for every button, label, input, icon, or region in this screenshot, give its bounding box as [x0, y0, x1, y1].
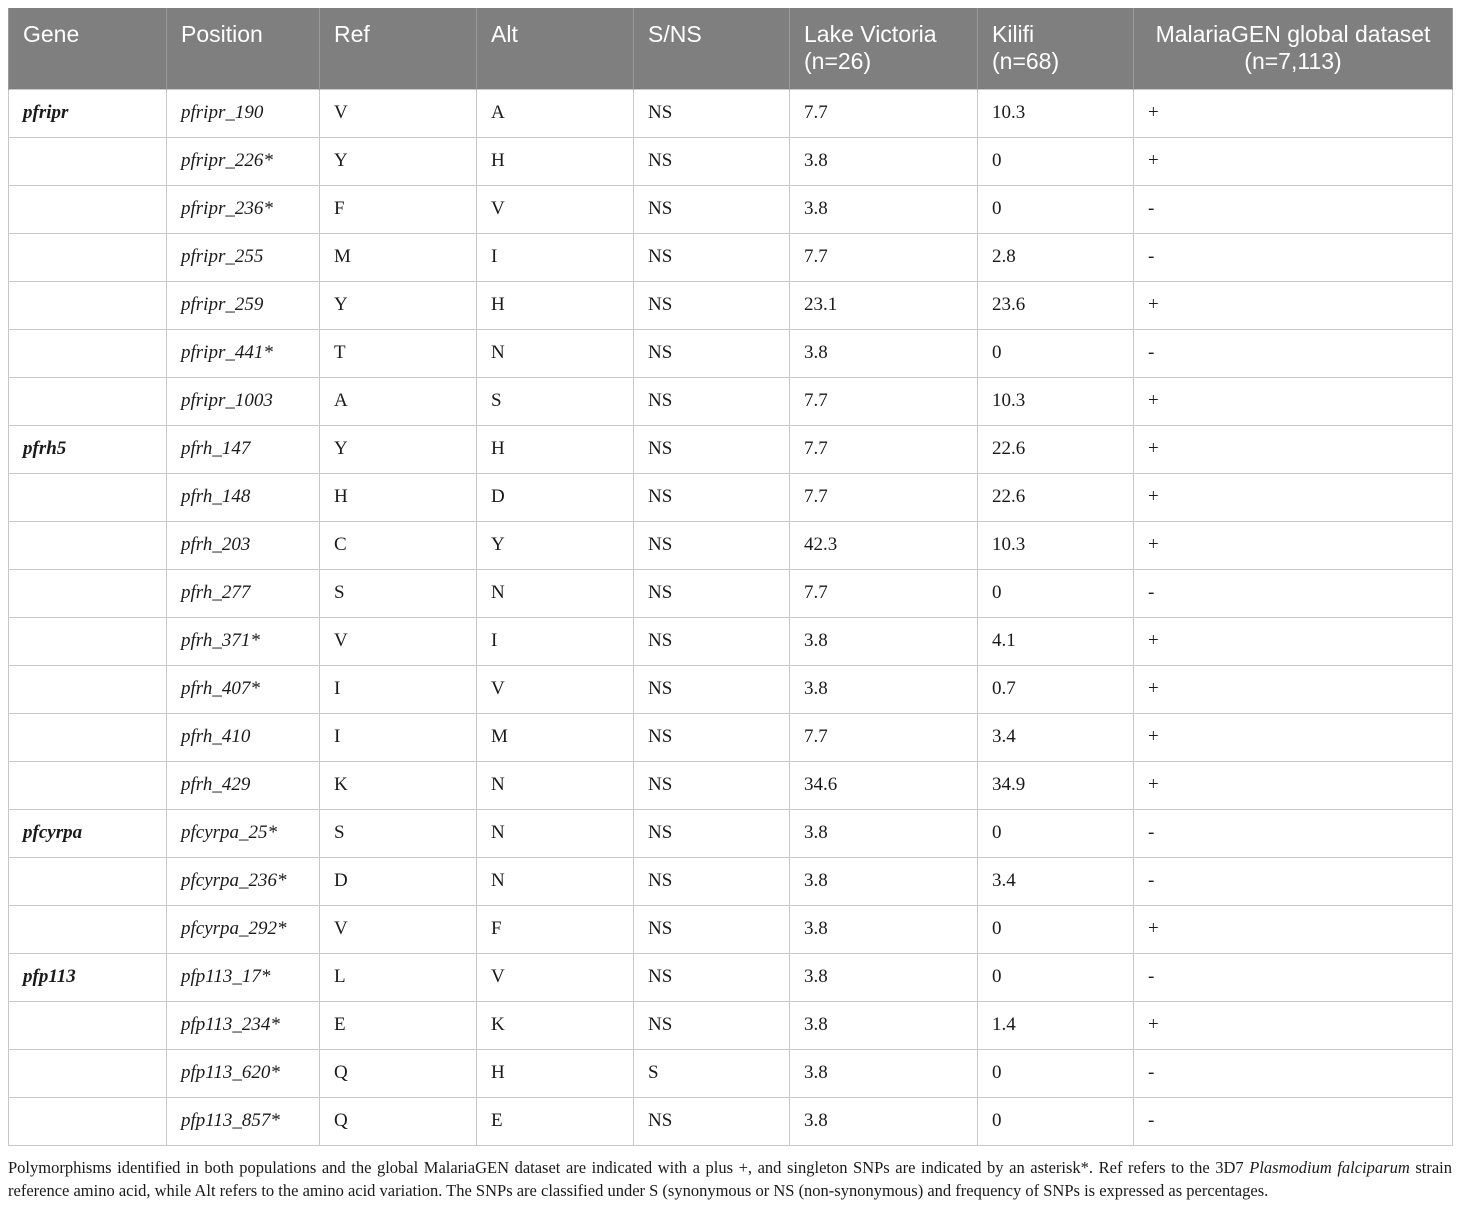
gene-cell: [9, 761, 167, 809]
gene-cell: [9, 713, 167, 761]
table-row: [9, 857, 1453, 905]
position-cell: pfripr_255: [167, 233, 320, 281]
position-cell: pfp113_17*: [167, 953, 320, 1001]
alt-cell: N: [477, 761, 634, 809]
position-cell: pfripr_259: [167, 281, 320, 329]
malariagen-cell: +: [1134, 89, 1453, 137]
lake-victoria-cell: 3.8: [790, 953, 978, 1001]
sns-cell: NS: [634, 473, 790, 521]
ref-cell: L: [320, 953, 477, 1001]
table-row: [9, 1049, 1453, 1097]
malariagen-cell: +: [1134, 473, 1453, 521]
malariagen-cell: -: [1134, 1049, 1453, 1097]
gene-cell: [9, 329, 167, 377]
gene-cell: pfcyrpa: [9, 809, 167, 857]
alt-cell: F: [477, 905, 634, 953]
alt-cell: N: [477, 857, 634, 905]
column-header-label: Position: [181, 21, 263, 47]
column-header: [1134, 8, 1453, 89]
sns-cell: NS: [634, 665, 790, 713]
kilifi-cell: 0: [978, 809, 1134, 857]
ref-cell: V: [320, 617, 477, 665]
position-cell: pfrh_148: [167, 473, 320, 521]
alt-cell: I: [477, 617, 634, 665]
sns-cell: NS: [634, 809, 790, 857]
ref-cell: Y: [320, 281, 477, 329]
kilifi-cell: 4.1: [978, 617, 1134, 665]
sns-cell: NS: [634, 233, 790, 281]
malariagen-cell: -: [1134, 233, 1453, 281]
malariagen-cell: +: [1134, 617, 1453, 665]
lake-victoria-cell: 3.8: [790, 617, 978, 665]
sns-cell: NS: [634, 521, 790, 569]
gene-cell: [9, 377, 167, 425]
sns-cell: NS: [634, 89, 790, 137]
alt-cell: H: [477, 1049, 634, 1097]
lake-victoria-cell: 34.6: [790, 761, 978, 809]
kilifi-cell: 10.3: [978, 521, 1134, 569]
kilifi-cell: 10.3: [978, 89, 1134, 137]
header-row: [9, 8, 1453, 89]
table-row: [9, 569, 1453, 617]
position-cell: pfrh_147: [167, 425, 320, 473]
lake-victoria-cell: 23.1: [790, 281, 978, 329]
ref-cell: T: [320, 329, 477, 377]
kilifi-cell: 0: [978, 905, 1134, 953]
table-footnote: [8, 1156, 1452, 1202]
position-cell: pfripr_441*: [167, 329, 320, 377]
column-header: [634, 8, 790, 89]
gene-cell: [9, 857, 167, 905]
column-header-sample-size: (n=26): [804, 48, 872, 74]
alt-cell: N: [477, 569, 634, 617]
gene-cell: pfrh5: [9, 425, 167, 473]
sns-cell: NS: [634, 137, 790, 185]
gene-cell: [9, 569, 167, 617]
gene-cell: [9, 137, 167, 185]
sns-cell: NS: [634, 905, 790, 953]
kilifi-cell: 0: [978, 953, 1134, 1001]
position-cell: pfrh_203: [167, 521, 320, 569]
sns-cell: NS: [634, 857, 790, 905]
alt-cell: N: [477, 809, 634, 857]
gene-cell: [9, 1049, 167, 1097]
column-header-sample-size: (n=68): [992, 48, 1060, 74]
table-row: [9, 329, 1453, 377]
table-body: [9, 89, 1453, 1145]
alt-cell: H: [477, 425, 634, 473]
malariagen-cell: +: [1134, 425, 1453, 473]
malariagen-cell: +: [1134, 521, 1453, 569]
kilifi-cell: 0: [978, 185, 1134, 233]
column-header: [167, 8, 320, 89]
position-cell: pfp113_234*: [167, 1001, 320, 1049]
lake-victoria-cell: 3.8: [790, 185, 978, 233]
table-row: [9, 809, 1453, 857]
table-row: [9, 425, 1453, 473]
column-header: [9, 8, 167, 89]
kilifi-cell: 1.4: [978, 1001, 1134, 1049]
sns-cell: NS: [634, 1001, 790, 1049]
sns-cell: S: [634, 1049, 790, 1097]
position-cell: pfrh_371*: [167, 617, 320, 665]
table-row: [9, 1001, 1453, 1049]
alt-cell: A: [477, 89, 634, 137]
ref-cell: C: [320, 521, 477, 569]
alt-cell: K: [477, 1001, 634, 1049]
kilifi-cell: 0.7: [978, 665, 1134, 713]
malariagen-cell: -: [1134, 953, 1453, 1001]
kilifi-cell: 34.9: [978, 761, 1134, 809]
malariagen-cell: +: [1134, 713, 1453, 761]
position-cell: pfrh_410: [167, 713, 320, 761]
gene-cell: [9, 233, 167, 281]
table-row: [9, 761, 1453, 809]
column-header-label: Alt: [491, 21, 518, 47]
ref-cell: K: [320, 761, 477, 809]
position-cell: pfp113_857*: [167, 1097, 320, 1145]
kilifi-cell: 0: [978, 1049, 1134, 1097]
position-cell: pfripr_236*: [167, 185, 320, 233]
malariagen-cell: +: [1134, 137, 1453, 185]
alt-cell: D: [477, 473, 634, 521]
position-cell: pfcyrpa_236*: [167, 857, 320, 905]
sns-cell: NS: [634, 377, 790, 425]
lake-victoria-cell: 7.7: [790, 377, 978, 425]
alt-cell: H: [477, 137, 634, 185]
table-row: [9, 473, 1453, 521]
table-row: [9, 281, 1453, 329]
lake-victoria-cell: 7.7: [790, 89, 978, 137]
lake-victoria-cell: 7.7: [790, 233, 978, 281]
position-cell: pfripr_1003: [167, 377, 320, 425]
sns-cell: NS: [634, 1097, 790, 1145]
table-row: [9, 233, 1453, 281]
position-cell: pfripr_190: [167, 89, 320, 137]
kilifi-cell: 3.4: [978, 857, 1134, 905]
ref-cell: E: [320, 1001, 477, 1049]
table-row: [9, 89, 1453, 137]
table-row: [9, 617, 1453, 665]
alt-cell: Y: [477, 521, 634, 569]
snp-table: [8, 8, 1453, 1146]
table-row: [9, 185, 1453, 233]
gene-cell: [9, 617, 167, 665]
footnote-text-2: strain reference amino acid, while Alt refers to the amino acid variation. The SNPs are classified under S (synonymous or NS (non-synonymous) and frequency of SNPs is expressed as percentages.: [8, 1158, 1452, 1200]
lake-victoria-cell: 3.8: [790, 1097, 978, 1145]
malariagen-cell: -: [1134, 329, 1453, 377]
lake-victoria-cell: 3.8: [790, 665, 978, 713]
malariagen-cell: -: [1134, 1097, 1453, 1145]
sns-cell: NS: [634, 761, 790, 809]
ref-cell: Q: [320, 1049, 477, 1097]
lake-victoria-cell: 3.8: [790, 137, 978, 185]
position-cell: pfcyrpa_292*: [167, 905, 320, 953]
sns-cell: NS: [634, 569, 790, 617]
kilifi-cell: 0: [978, 569, 1134, 617]
ref-cell: Q: [320, 1097, 477, 1145]
sns-cell: NS: [634, 713, 790, 761]
column-header-sample-size: (n=7,113): [1244, 48, 1342, 74]
alt-cell: E: [477, 1097, 634, 1145]
malariagen-cell: +: [1134, 281, 1453, 329]
malariagen-cell: +: [1134, 1001, 1453, 1049]
lake-victoria-cell: 3.8: [790, 905, 978, 953]
table-row: [9, 905, 1453, 953]
sns-cell: NS: [634, 329, 790, 377]
position-cell: pfrh_277: [167, 569, 320, 617]
ref-cell: I: [320, 713, 477, 761]
column-header-label: Kilifi: [992, 21, 1035, 47]
lake-victoria-cell: 7.7: [790, 713, 978, 761]
sns-cell: NS: [634, 617, 790, 665]
ref-cell: Y: [320, 137, 477, 185]
table-row: [9, 665, 1453, 713]
ref-cell: A: [320, 377, 477, 425]
alt-cell: V: [477, 665, 634, 713]
alt-cell: I: [477, 233, 634, 281]
position-cell: pfrh_429: [167, 761, 320, 809]
gene-cell: [9, 185, 167, 233]
position-cell: pfcyrpa_25*: [167, 809, 320, 857]
column-header-label: Gene: [23, 21, 80, 47]
lake-victoria-cell: 3.8: [790, 1049, 978, 1097]
sns-cell: NS: [634, 425, 790, 473]
lake-victoria-cell: 3.8: [790, 1001, 978, 1049]
gene-cell: [9, 521, 167, 569]
gene-cell: [9, 1097, 167, 1145]
lake-victoria-cell: 7.7: [790, 473, 978, 521]
lake-victoria-cell: 3.8: [790, 329, 978, 377]
position-cell: pfp113_620*: [167, 1049, 320, 1097]
alt-cell: V: [477, 953, 634, 1001]
ref-cell: M: [320, 233, 477, 281]
table-row: [9, 953, 1453, 1001]
malariagen-cell: -: [1134, 809, 1453, 857]
kilifi-cell: 22.6: [978, 425, 1134, 473]
gene-cell: [9, 905, 167, 953]
table-row: [9, 377, 1453, 425]
alt-cell: V: [477, 185, 634, 233]
footnote-species-name: Plasmodium falciparum: [1249, 1158, 1410, 1177]
ref-cell: Y: [320, 425, 477, 473]
ref-cell: V: [320, 905, 477, 953]
malariagen-cell: -: [1134, 569, 1453, 617]
malariagen-cell: +: [1134, 665, 1453, 713]
ref-cell: S: [320, 809, 477, 857]
table-row: [9, 521, 1453, 569]
ref-cell: D: [320, 857, 477, 905]
malariagen-cell: +: [1134, 761, 1453, 809]
sns-cell: NS: [634, 953, 790, 1001]
malariagen-cell: -: [1134, 185, 1453, 233]
sns-cell: NS: [634, 185, 790, 233]
position-cell: pfrh_407*: [167, 665, 320, 713]
column-header-label: S/NS: [648, 21, 702, 47]
ref-cell: V: [320, 89, 477, 137]
alt-cell: N: [477, 329, 634, 377]
kilifi-cell: 0: [978, 329, 1134, 377]
alt-cell: M: [477, 713, 634, 761]
snp-table-container: [8, 8, 1452, 1146]
kilifi-cell: 10.3: [978, 377, 1134, 425]
kilifi-cell: 22.6: [978, 473, 1134, 521]
lake-victoria-cell: 3.8: [790, 809, 978, 857]
column-header-label: Ref: [334, 21, 370, 47]
gene-cell: [9, 281, 167, 329]
kilifi-cell: 23.6: [978, 281, 1134, 329]
kilifi-cell: 3.4: [978, 713, 1134, 761]
gene-cell: [9, 665, 167, 713]
malariagen-cell: -: [1134, 857, 1453, 905]
sns-cell: NS: [634, 281, 790, 329]
column-header: [477, 8, 634, 89]
gene-cell: pfp113: [9, 953, 167, 1001]
lake-victoria-cell: 3.8: [790, 857, 978, 905]
ref-cell: H: [320, 473, 477, 521]
kilifi-cell: 0: [978, 137, 1134, 185]
kilifi-cell: 2.8: [978, 233, 1134, 281]
lake-victoria-cell: 7.7: [790, 425, 978, 473]
lake-victoria-cell: 42.3: [790, 521, 978, 569]
column-header: [790, 8, 978, 89]
kilifi-cell: 0: [978, 1097, 1134, 1145]
gene-cell: pfripr: [9, 89, 167, 137]
alt-cell: H: [477, 281, 634, 329]
table-row: [9, 713, 1453, 761]
position-cell: pfripr_226*: [167, 137, 320, 185]
alt-cell: S: [477, 377, 634, 425]
column-header-label: Lake Victoria: [804, 21, 937, 47]
column-header: [978, 8, 1134, 89]
lake-victoria-cell: 7.7: [790, 569, 978, 617]
table-row: [9, 137, 1453, 185]
ref-cell: S: [320, 569, 477, 617]
malariagen-cell: +: [1134, 905, 1453, 953]
column-header-label: MalariaGEN global dataset: [1155, 21, 1431, 47]
ref-cell: F: [320, 185, 477, 233]
table-row: [9, 1097, 1453, 1145]
malariagen-cell: +: [1134, 377, 1453, 425]
gene-cell: [9, 473, 167, 521]
ref-cell: I: [320, 665, 477, 713]
gene-cell: [9, 1001, 167, 1049]
footnote-text-1: Polymorphisms identified in both populations and the global MalariaGEN dataset are indicated with a plus +, and singleton SNPs are indicated by an asterisk*. Ref refers to the 3D7: [8, 1158, 1250, 1177]
column-header: [320, 8, 477, 89]
